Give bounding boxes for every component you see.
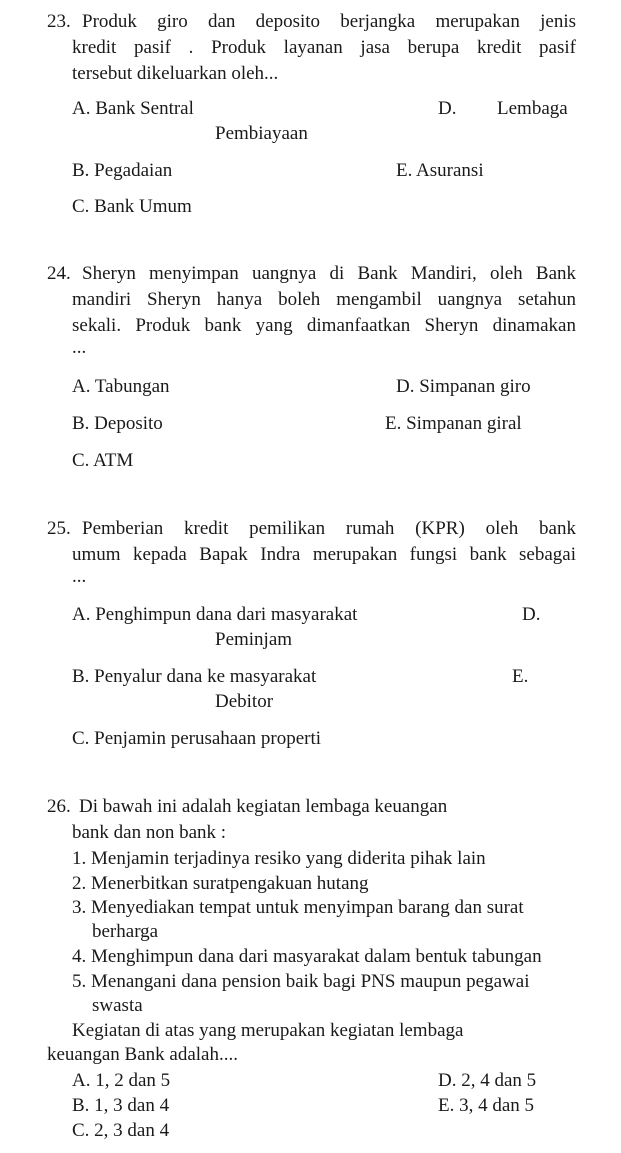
list-item: 3. Menyediakan tempat untuk menyimpan barang dan surat (72, 897, 524, 918)
list-item: 2. Menerbitkan suratpengakuan hutang (72, 873, 369, 894)
option-e[interactable]: E. Asuransi (396, 160, 484, 181)
question-text-line: Produk giro dan deposito berjangka merupakan jenis (82, 11, 576, 32)
option-d[interactable]: D. Simpanan giro (396, 376, 531, 397)
option-d-text: Lembaga (497, 98, 568, 119)
question-number: 23. (47, 11, 71, 32)
question-text-line: Pemberian kredit pemilikan rumah (KPR) oleh bank (82, 518, 576, 539)
option-a[interactable]: A. Penghimpun dana dari masyarakat (72, 604, 358, 625)
option-e[interactable]: E. Simpanan giral (385, 413, 522, 434)
option-e[interactable]: E. 3, 4 dan 5 (438, 1095, 535, 1116)
option-e[interactable]: E. (512, 666, 529, 687)
list-item-continuation: swasta (92, 995, 143, 1016)
question-closing-line: Kegiatan di atas yang merupakan kegiatan lembaga (72, 1020, 464, 1041)
option-d-text: Peminjam (215, 629, 293, 650)
question-text-line: Di bawah ini adalah kegiatan lembaga keuangan (79, 796, 448, 817)
option-d[interactable]: D. (438, 98, 457, 119)
list-item: 4. Menghimpun dana dari masyarakat dalam bentuk tabungan (72, 946, 542, 967)
question-text-line: ... (72, 337, 87, 358)
question-text-line: ... (72, 566, 87, 587)
option-c[interactable]: C. 2, 3 dan 4 (72, 1120, 170, 1141)
question-text-line: sekali. Produk bank yang dimanfaatkan Sheryn dinamakan (72, 315, 576, 336)
question-closing-line: keuangan Bank adalah.... (47, 1044, 238, 1065)
option-b[interactable]: B. Deposito (72, 413, 163, 434)
list-item: 5. Menangani dana pension baik bagi PNS maupun pegawai (72, 971, 530, 992)
option-c[interactable]: C. Bank Umum (72, 196, 192, 217)
option-b[interactable]: B. Pegadaian (72, 160, 173, 181)
question-text-line: umum kepada Bapak Indra merupakan fungsi bank sebagai (72, 544, 576, 565)
option-c[interactable]: C. Penjamin perusahaan properti (72, 728, 322, 749)
list-item-continuation: berharga (92, 921, 159, 942)
question-text-line: mandiri Sheryn hanya boleh mengambil uangnya setahun (72, 289, 576, 310)
option-d[interactable]: D. (522, 604, 541, 625)
option-a[interactable]: A. 1, 2 dan 5 (72, 1070, 171, 1091)
question-number: 25. (47, 518, 71, 539)
option-a[interactable]: A. Tabungan (72, 376, 170, 397)
question-text-line: kredit pasif . Produk layanan jasa berupa kredit pasif (72, 37, 576, 58)
question-text-line: bank dan non bank : (72, 822, 227, 843)
question-text-line: Sheryn menyimpan uangnya di Bank Mandiri, oleh Bank (82, 263, 576, 284)
option-d[interactable]: D. 2, 4 dan 5 (438, 1070, 537, 1091)
option-b[interactable]: B. 1, 3 dan 4 (72, 1095, 170, 1116)
option-e-text: Debitor (215, 691, 274, 712)
question-text-line: tersebut dikeluarkan oleh... (72, 63, 279, 84)
option-b[interactable]: B. Penyalur dana ke masyarakat (72, 666, 317, 687)
question-number: 24. (47, 263, 71, 284)
question-number: 26. (47, 796, 71, 817)
list-item: 1. Menjamin terjadinya resiko yang diderita pihak lain (72, 848, 486, 869)
option-c[interactable]: C. ATM (72, 450, 134, 471)
option-d-text: Pembiayaan (215, 123, 308, 144)
option-a[interactable]: A. Bank Sentral (72, 98, 194, 119)
